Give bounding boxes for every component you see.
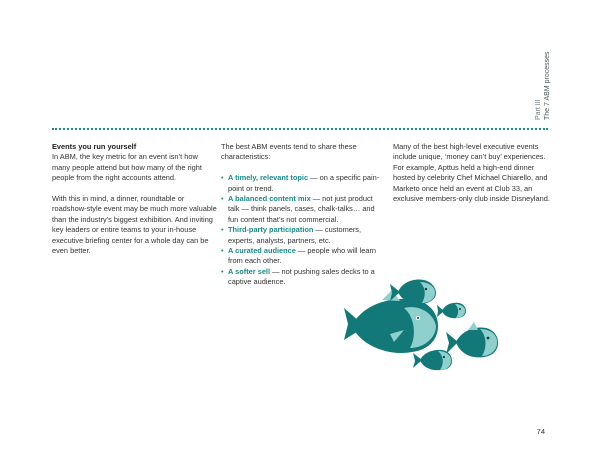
list-item: • A timely, relevant topic — on a specific pain-point or trend.: [221, 173, 386, 194]
paragraph: With this in mind, a dinner, roundtable or roadshow-style event may be much more valuable than the industry’s biggest exhibition. And inviting key leaders or entire teams to your in-house executive briefing center for a whole day can be even better.: [52, 194, 217, 256]
list-item: • A balanced content mix — not just product talk — think panels, cases, chalk-talks… and fun content that’s not commercial.: [221, 194, 386, 225]
page-number: 74: [536, 427, 545, 436]
list-item: • Third-party participation — customers, experts, analysts, partners, etc.: [221, 225, 386, 246]
fish-icon: [413, 350, 452, 370]
list-item: • A softer sell — not pushing sales decks to a captive audience.: [221, 267, 386, 288]
fish-icon: [446, 322, 498, 357]
paragraph: Many of the best high-level executive events include unique, ‘money can’t buy’ experiences. For example, Apttus held a high-end dinner hosted by celebrity Chef Michael Chiarello, and Marketo once held an event at Club 33, an exclusive members-only club inside Disneyland.: [393, 142, 550, 204]
paragraph: The best ABM events tend to share these characteristics:: [221, 142, 357, 162]
paragraph: In ABM, the key metric for an event isn’t how many people attend but how many of the right people from the right accounts attend.: [52, 152, 202, 183]
list-item: • A curated audience — people who will learn from each other.: [221, 246, 386, 267]
part-label: Part III: [535, 99, 542, 120]
section-title: The 7 ABM processes: [544, 51, 551, 120]
section-heading: Events you run yourself: [52, 142, 137, 151]
fish-icon: [437, 303, 466, 318]
